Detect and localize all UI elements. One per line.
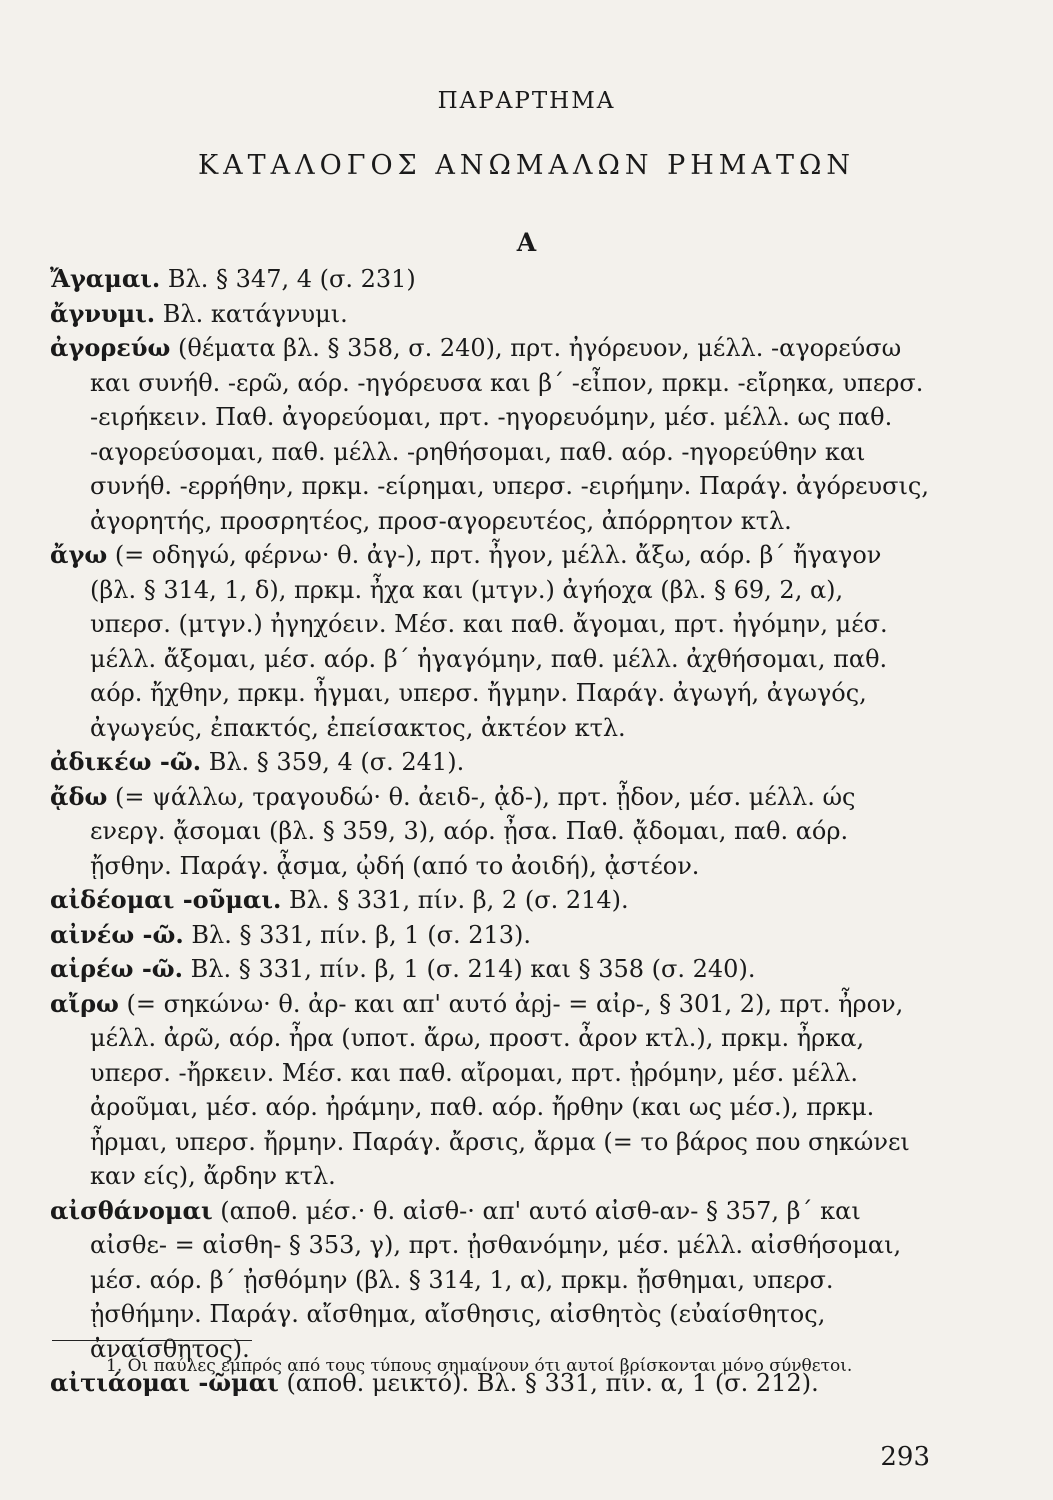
section-letter: Α	[516, 228, 537, 257]
list-item	[50, 918, 930, 953]
footnote: 1. Οι παύλες εμπρός από τους τύπους σημαίνουν ότι αυτοί βρίσκονται μόνο σύνθετοι.	[106, 1356, 853, 1376]
headword: αἱρέω -ῶ.	[50, 954, 184, 983]
entry-text: Βλ. § 347, 4 (σ. 231)	[167, 265, 416, 293]
footnote-divider	[52, 1340, 252, 1341]
entry-text: (= σηκώνω· θ. ἀρ- και απ' αυτό ἀρj- = αἰρ-, § 301, 2), πρτ. ἦρον, μέλλ. ἀρῶ, αόρ. ἦρα (υποτ. ἄρω, προστ. ἆρον κτλ.), πρκμ. ἦρκα, υπερσ. -ἤρκειν. Μέσ. και παθ. αἴρομαι, πρτ. ᾐρόμην, μέσ. μέλλ. ἀροῦμαι, μέσ. αόρ. ἠράμην, παθ. αόρ. ἤρθην (και ως μέσ.), πρκμ. ἦρμαι, υπερσ. ἤρμην. Παράγ. ἄρσις, ἄρμα (= το βάρος που σηκώνει καν είς), ἄρδην κτλ.	[90, 989, 910, 1190]
catalog-title: ΚΑΤΑΛΟΓΟΣ ΑΝΩΜΑΛΩΝ ΡΗΜΑΤΩΝ	[198, 150, 855, 181]
headword: ἄγω	[50, 540, 108, 569]
entry-text: (αποθ. μέσ.· θ. αἰσθ-· απ' αυτό αἰσθ-αν- § 357, β΄ και αἰσθε- = αἰσθη- § 353, γ), πρτ. ᾐσθανόμην, μέσ. μέλλ. αἰσθήσομαι, μέσ. αόρ. β΄ ᾐσθόμην (βλ. § 314, 1, α), πρκμ. ᾔσθημαι, υπερσ. ᾐσθήμην. Παράγ. αἴσθημα, αἴσθησις, αἰσθητὸς (εὐαίσθητος, ἀναίσθητος).	[90, 1196, 902, 1363]
headword: αἰσθάνομαι	[50, 1195, 213, 1225]
list-item	[50, 952, 930, 987]
page-number: 293	[880, 1442, 930, 1472]
list-item	[50, 262, 930, 297]
entry-text: (αποθ. μεικτό). Βλ. § 331, πίν. α, 1 (σ. 212).	[286, 1369, 819, 1397]
entry-text: (θέματα βλ. § 358, σ. 240), πρτ. ἠγόρευον, μέλλ. -αγορεύσω και συνήθ. -ερῶ, αόρ. -ηγόρευσα και β΄ -εἶπον, πρκμ. -εἴρηκα, υπερσ. -ειρήκειν. Παθ. ἀγορεύομαι, πρτ. -ηγορευόμην, μέσ. μέλλ. ως παθ. -αγορεύσομαι, παθ. μέλλ. -ρηθήσομαι, παθ. αόρ. -ηγορεύθην και συνήθ. -ερρήθην, πρκμ. -είρημαι, υπερσ. -ειρήμην. Παράγ. ἀγόρευσις, ἀγορητής, προσρητέος, προσ-αγορευτέος, ἀπόρρητον κτλ.	[90, 334, 929, 535]
list-item	[50, 538, 930, 745]
headword: ἀγορεύω	[50, 333, 171, 362]
headword: αἰνέω -ῶ.	[50, 919, 184, 949]
headword: αἴρω	[50, 988, 119, 1018]
headword: αἰτιάομαι -ῶμαι	[50, 1368, 279, 1397]
entry-text: Βλ. § 331, πίν. β, 1 (σ. 213).	[191, 920, 532, 949]
list-item	[50, 987, 930, 1194]
entry-text: Βλ. § 359, 4 (σ. 241).	[208, 748, 465, 776]
list-item	[50, 780, 930, 884]
entry-text: (= ψάλλω, τραγουδώ· θ. ἀειδ-, ᾀδ-), πρτ. ᾖδον, μέσ. μέλλ. ώς ενεργ. ᾄσομαι (βλ. § 359, 3), αόρ. ᾖσα. Παθ. ᾄδομαι, παθ. αόρ. ᾔσθην. Παράγ. ᾆσμα, ᾠδή (από το ἀοιδή), ᾀστέον.	[90, 782, 856, 880]
entry-text: Βλ. § 331, πίν. β, 2 (σ. 214).	[288, 886, 629, 914]
list-item	[50, 331, 930, 538]
list-item	[50, 883, 930, 918]
headword: Ἄγαμαι.	[50, 264, 161, 293]
verb-entries	[50, 262, 930, 1401]
appendix-title: ΠΑΡΑΡΤΗΜΑ	[437, 88, 616, 114]
headword: αἰδέομαι -οῦμαι.	[50, 885, 282, 914]
list-item	[50, 745, 930, 780]
headword: ᾄδω	[50, 781, 108, 811]
list-item	[50, 297, 930, 332]
headword: ἀδικέω -ῶ.	[50, 747, 202, 776]
headword: ἄγνυμι.	[50, 298, 156, 328]
entry-text: Βλ. κατάγνυμι.	[162, 299, 348, 328]
entry-text: Βλ. § 331, πίν. β, 1 (σ. 214) και § 358 (σ. 240).	[190, 955, 756, 983]
entry-text: (= οδηγώ, φέρνω· θ. ἀγ-), πρτ. ἦγον, μέλλ. ἄξω, αόρ. β΄ ἤγαγον (βλ. § 314, 1, δ), πρκμ. ἦχα και (μτγν.) ἀγήοχα (βλ. § 69, 2, α), υπερσ. (μτγν.) ἠγηχόειν. Μέσ. και παθ. ἄγομαι, πρτ. ἠγόμην, μέσ. μέλλ. ἄξομαι, μέσ. αόρ. β΄ ἠγαγόμην, παθ. μέλλ. ἀχθήσομαι, παθ. αόρ. ἤχθην, πρκμ. ἦγμαι, υπερσ. ἤγμην. Παράγ. ἀγωγή, ἀγωγός, ἀγωγεύς, ἐπακτός, ἐπείσακτος, ἀκτέον κτλ.	[90, 541, 888, 742]
